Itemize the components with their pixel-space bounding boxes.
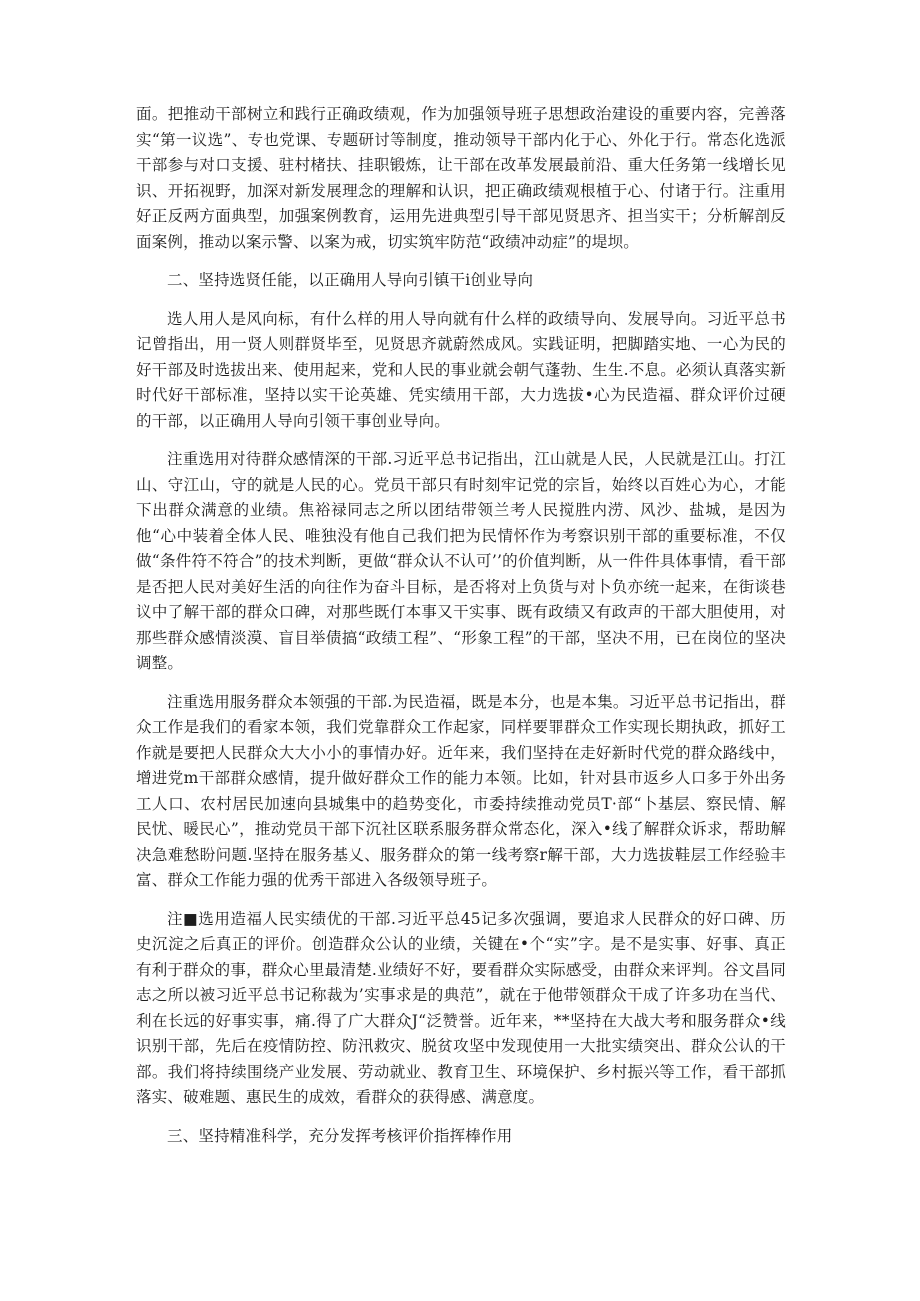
paragraph-feelings-for-masses: 注重选用对待群众感情深的干部.习近平总书记指出，江山就是人民，人民就是江山。打江山、守江山，守的就是人民的心。党员干部只有时刻牢记党的宗旨，始终以百姓心为心，才能下出群众满意的业绩。焦裕禄同志之所以团结带领兰考人民搅胜内涝、风沙、盐城，是因为他“心中装着全体人民、唯独没有他自己我们把为民情怀作为考察识别干部的重要标准，不仅做“条件符不符合”的技术判断，更做“群众认不认可’’的价值判断，从一件件具体事情，看干部是否把人民对美好生活的向往作为奋斗目标，是否将对上负货与对卜负亦统一起来，在街谈巷议中了解干部的群众口碑，对那些既仃本事又干实事、既有政绩又有政声的干部大胆使用，对那些群众感情淡漠、盲目举债搞“政绩工程”、“形象工程”的干部，坚决不用，已在岗位的坚决调整。	[136, 450, 786, 672]
document-body	[136, 102, 786, 1162]
paragraph-cadre-performance-view: 面。把推动干部树立和践行正确政绩观，作为加强领导班子思想政治建设的重要内容，完善落实“第一议选”、专也党课、专题研讨等制度，推动领导干部内化于心、外化于行。常态化选派干部参与对口支援、驻村楮扶、挂职锻炼，让干部在改革发展最前沿、重大任务第一线增长见识、开拓视野，加深对新发展理念的理解和认识，把正确政绩观根植于心、付诸于行。注重用好正反两方面典型，加强案例教育，运用先进典型引导干部见贤思齐、担当实干；分析解剖反面案例，推动以案示警、以案为戒，切实筑牢防范“政绩冲动症”的堤坝。	[136, 105, 786, 251]
section-heading-3: 三、坚持精准科学，充分发挥考核评价指挥棒作用	[167, 1126, 513, 1145]
paragraph-employment-orientation: 选人用人是风向标，有什么样的用人导向就有什么样的政绩导向、发展导向。习近平总书记曾指出，用一贤人则群贤毕至，见贤思齐就蔚然成风。实践证明，把脚踏实地、一心为民的好干部及时选拔出来、使用起来，党和人民的事业就会朝气蓬勃、生生.不息。必须认真落实新时代好干部标准，坚持以实干论英雄、凭实绩用干部，大力选拔•心为民造福、群众评价过硬的干部，以正确用人导向引领干事创业导向。	[136, 309, 786, 430]
paragraph-performance-for-people: 注■选用造福人民实绩优的干部.习近平总45记多次强调，要追求人民群众的好口碑、历史沉淀之后真正的评价。创造群众公认的业绩，关键在•个“实”字。是不是实事、好事、真正有利于群众的事，群众心里最清楚.业绩好不好，要看群众实际感受，由群众来评判。谷文昌同志之所以被习近平总书记称裁为’实事求是的典范”，就在于他带领群众干成了许多功在当代、利在长远的好事实事，痛.得了广大群众J“泛赞誉。近年来，**坚持在大战大考和服务群众•线识别干部，先后在疫情防控、防汛救灾、脱贫攻坚中发现使用一大批实绩突出、群众公认的干部。我们将持续围绕产业发展、劳动就业、教育卫生、环境保护、乡村振兴等工作，看干部抓落实、破难题、惠民生的成效，看群众的获得感、满意度。	[136, 909, 786, 1106]
paragraph-serving-masses: 注重选用服务群众本领强的干部.为民造福，既是本分，也是本集。习近平总书记指出，群众工作是我们的看家本领，我们党靠群众工作起家，同样要罪群众工作实现长期执政，抓好工作就是要把人民群众大大小小的事情办好。近年来，我们坚持在走好新时代党的群众路线中，增进党m干部群众感情，提升做好群众工作的能力本领。比如，针对县市返乡人口多于外出务工人口、农村居民加速向县城集中的趋势变化，市委持续推动党员T·部“卜基层、察民情、解民忧、暖民心”，推动党员干部下沉社区联系服务群众常态化，深入•线了解群众诉求，帮助解决急难愁盼问题.坚持在服务基乂、服务群众的第一线考察r解干部，大力选拔鞋层工作经验丰富、群众工作能力强的优秀干部进入各级领导班子。	[136, 692, 786, 889]
section-heading-2: 二、坚持选贤任能，以正确用人导向引镇干i创业导向	[167, 271, 534, 289]
